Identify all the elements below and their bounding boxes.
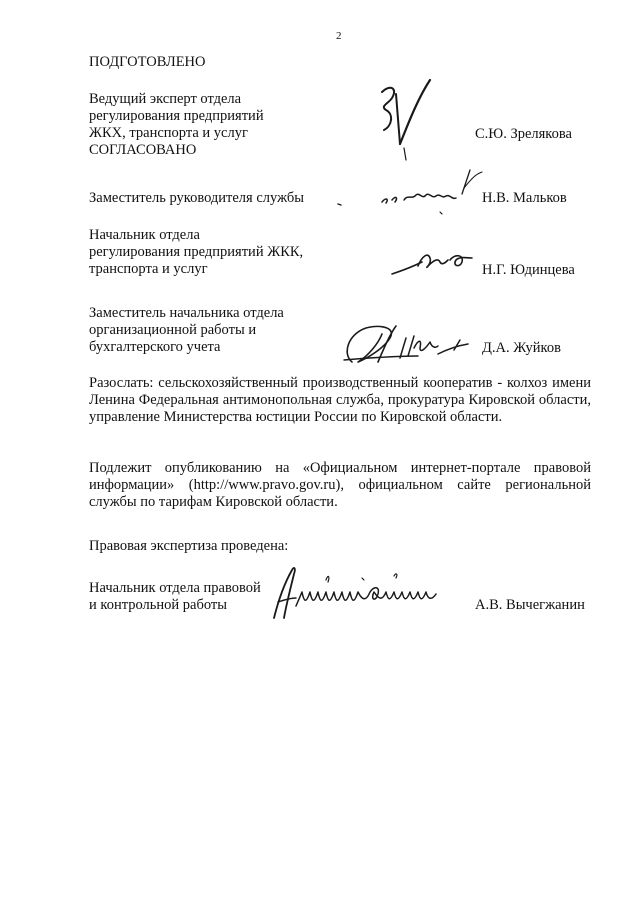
distribution-paragraph: Разослать: сельскохозяйственный производственный кооператив - колхоз имени Ленина Федеральная антимонопольная служба, прокуратура Кировской области, управление Министерства юстиции России по Кировской области.: [89, 375, 591, 425]
position-line: Начальник отдела правовой: [89, 580, 261, 596]
position-line: транспорта и услуг: [89, 261, 208, 277]
position-line: Ведущий эксперт отдела: [89, 91, 242, 107]
signer-position: [89, 227, 303, 278]
prepared-heading: ПОДГОТОВЛЕНО: [89, 54, 206, 70]
position-line: регулирования предприятий ЖКК,: [89, 244, 304, 260]
signer-name: Д.А. Жуйков: [482, 340, 561, 356]
signature-zrelyakova: [370, 74, 440, 170]
signer-name: Н.В. Мальков: [482, 190, 567, 206]
signature-vychegzhanin: [266, 562, 462, 624]
signature-zhuikov: [338, 318, 478, 370]
signer-position: Заместитель руководителя службы: [89, 190, 305, 206]
publication-paragraph: Подлежит опубликованию на «Официальном интернет-портале правовой информации» (http://www.pravo.gov.ru), официальном сайте региональной службы по тарифам Кировской области.: [89, 460, 591, 510]
position-line: ЖКХ, транспорта и услуг: [89, 125, 248, 141]
legal-review-name: А.В. Вычегжанин: [475, 597, 585, 613]
signature-malkov: [336, 164, 486, 226]
position-line: бухгалтерского учета: [89, 339, 221, 355]
position-line: Начальник отдела: [89, 227, 200, 243]
position-line: регулирования предприятий: [89, 108, 264, 124]
page-number: 2: [336, 30, 342, 42]
prepared-name: С.Ю. Зрелякова: [475, 126, 572, 142]
legal-review-statement: Правовая экспертиза проведена:: [89, 538, 289, 554]
position-line: организационной работы и: [89, 322, 257, 338]
position-line: Заместитель начальника отдела: [89, 305, 284, 321]
signer-name: Н.Г. Юдинцева: [482, 262, 575, 278]
approved-heading: СОГЛАСОВАНО: [89, 142, 197, 158]
prepared-position: [89, 91, 264, 142]
legal-review-position: [89, 580, 261, 614]
position-line: и контрольной работы: [89, 597, 227, 613]
signature-yudintseva: [388, 244, 474, 284]
signer-position: [89, 305, 284, 356]
